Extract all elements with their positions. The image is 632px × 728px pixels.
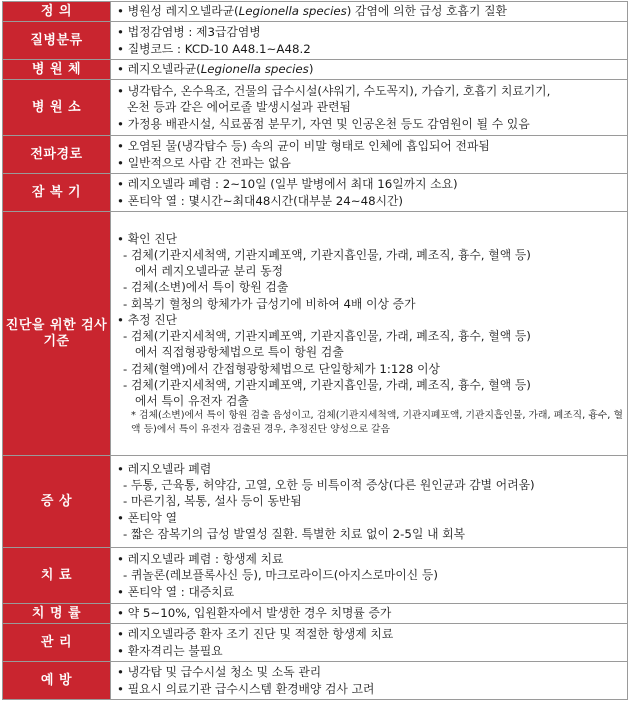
label-prevention: 예 방 xyxy=(3,662,111,700)
row-classification xyxy=(3,22,628,60)
treatment-line: - 퀴놀론(레보플록사신 등), 마크로라이드(아지스로마이신 등) xyxy=(123,568,438,583)
diagnosis-line: - 검체(기관지세척액, 기관지폐포액, 기관지흡인물, 가래, 폐조직, 흉수, 혈액 등) xyxy=(123,377,531,392)
content-symptoms xyxy=(111,456,628,548)
label-diagnosis: 진단을 위한 검사기준 xyxy=(3,212,111,456)
diagnosis-line: - 회복기 혈청의 항체가가 급성기에 비하여 4배 이상 증가 xyxy=(123,296,416,311)
diagnosis-line: - 검체(혈액)에서 간접형광항체법으로 단일항체가 1:128 이상 xyxy=(123,361,440,376)
content-fatality xyxy=(111,604,628,624)
diagnosis-line: • 확인 진단 xyxy=(117,231,178,246)
content-classification xyxy=(111,22,628,60)
transmission-line: • 일반적으로 사람 간 전파는 없음 xyxy=(117,155,291,170)
label-fatality: 치 명 률 xyxy=(3,604,111,624)
treatment-line: • 레지오넬라 폐렴 : 항생제 치료 xyxy=(117,552,284,567)
fatality-line: • 약 5~10%, 입원환자에서 발생한 경우 치명률 증가 xyxy=(117,606,392,621)
row-reservoir xyxy=(3,80,628,136)
symptoms-line: - 두통, 근육통, 허약감, 고열, 오한 등 비특이적 증상(다른 원인균과 감별 어려움) xyxy=(123,478,535,493)
label-incubation: 잠 복 기 xyxy=(3,174,111,212)
label-definition: 정 의 xyxy=(3,2,111,22)
reservoir-line: 온천 등과 같은 에어로졸 발생시설과 관련됨 xyxy=(127,100,351,115)
transmission-line: • 오염된 물(냉각탑수 등) 속의 균이 비말 형태로 인체에 흡입되어 전파됨 xyxy=(117,139,490,154)
label-pathogen: 병 원 체 xyxy=(3,60,111,80)
prevention-line: • 필요시 의료기관 급수시스템 환경배양 검사 고려 xyxy=(117,681,375,696)
pathogen-line: • 레지오넬라균(Legionella species) xyxy=(117,62,314,77)
symptoms-line: • 레지오넬라 폐렴 xyxy=(117,461,212,476)
symptoms-line: - 짧은 잠복기의 급성 발열성 질환. 특별한 치료 없이 2-5일 내 회복 xyxy=(123,526,466,541)
row-symptoms xyxy=(3,456,628,548)
row-management xyxy=(3,624,628,662)
management-line: • 레지오넬라증 환자 조기 진단 및 적절한 항생제 치료 xyxy=(117,627,394,642)
diagnosis-footnote: * 검체(소변)에서 특이 항원 검출 음성이고, 검체(기관지세척액, 기관지폐포액, 기관지흡인물, 가래, 폐조직, 흉수, 혈액 등)에서 특이 유전자 검출된 경우, 추정진단 양성으로 갈음 xyxy=(131,410,623,435)
definition-line: • 병원성 레지오넬라균(Legionella species) 감염에 의한 급성 호흡기 질환 xyxy=(117,4,507,19)
reservoir-line: • 가정용 배관시설, 식료품점 분무기, 자연 및 인공온천 등도 감염원이 될 수 있음 xyxy=(117,116,530,131)
label-symptoms: 증 상 xyxy=(3,456,111,548)
management-line: • 환자격리는 불필요 xyxy=(117,643,223,658)
symptoms-line: - 마른기침, 복통, 설사 등이 동반됨 xyxy=(123,494,302,509)
label-reservoir: 병 원 소 xyxy=(3,80,111,136)
row-diagnosis xyxy=(3,212,628,456)
treatment-line: • 폰티악 열 : 대증치료 xyxy=(117,584,235,599)
row-fatality xyxy=(3,604,628,624)
content-incubation xyxy=(111,174,628,212)
incubation-line: • 폰티악 열 : 몇시간~최대48시간(대부분 24~48시간) xyxy=(117,193,404,208)
label-transmission: 전파경로 xyxy=(3,136,111,174)
row-treatment xyxy=(3,548,628,604)
symptoms-line: • 폰티악 열 xyxy=(117,510,178,525)
content-diagnosis xyxy=(111,212,628,456)
row-pathogen xyxy=(3,60,628,80)
diagnosis-line: - 검체(소변)에서 특이 항원 검출 xyxy=(123,280,289,295)
diagnosis-line: 에서 직접형광항체법으로 특이 항원 검출 xyxy=(135,345,344,360)
diagnosis-line: • 추정 진단 xyxy=(117,312,178,327)
content-treatment xyxy=(111,548,628,604)
content-reservoir xyxy=(111,80,628,136)
reservoir-line: • 냉각탑수, 온수욕조, 건물의 급수시설(샤워기, 수도꼭지), 가습기, 호흡기 치료기기, xyxy=(117,84,551,99)
row-prevention xyxy=(3,662,628,700)
row-incubation xyxy=(3,174,628,212)
diagnosis-line: 에서 특이 유전자 검출 xyxy=(135,393,249,408)
label-management: 관 리 xyxy=(3,624,111,662)
row-definition xyxy=(3,2,628,22)
content-pathogen xyxy=(111,60,628,80)
diagnosis-line: - 검체(기관지세척액, 기관지폐포액, 기관지흡인물, 가래, 폐조직, 흉수, 혈액 등) xyxy=(123,329,531,344)
classification-line: • 법정감염병 : 제3급감염병 xyxy=(117,25,261,40)
label-treatment: 치 료 xyxy=(3,548,111,604)
content-definition xyxy=(111,2,628,22)
label-classification: 질병분류 xyxy=(3,22,111,60)
prevention-line: • 냉각탑 및 급수시설 청소 및 소독 관리 xyxy=(117,665,322,680)
content-prevention xyxy=(111,662,628,700)
incubation-line: • 레지오넬라 폐렴 : 2~10일 (일부 발병에서 최대 16일까지 소요) xyxy=(117,177,458,192)
classification-line: • 질병코드 : KCD-10 A48.1~A48.2 xyxy=(117,41,311,56)
row-transmission xyxy=(3,136,628,174)
diagnosis-line: - 검체(기관지세척액, 기관지폐포액, 기관지흡인물, 가래, 폐조직, 흉수, 혈액 등) xyxy=(123,248,531,263)
legionellosis-info-table xyxy=(2,1,628,700)
content-management xyxy=(111,624,628,662)
diagnosis-line: 에서 레지오넬라균 분리 동정 xyxy=(135,264,283,279)
content-transmission xyxy=(111,136,628,174)
